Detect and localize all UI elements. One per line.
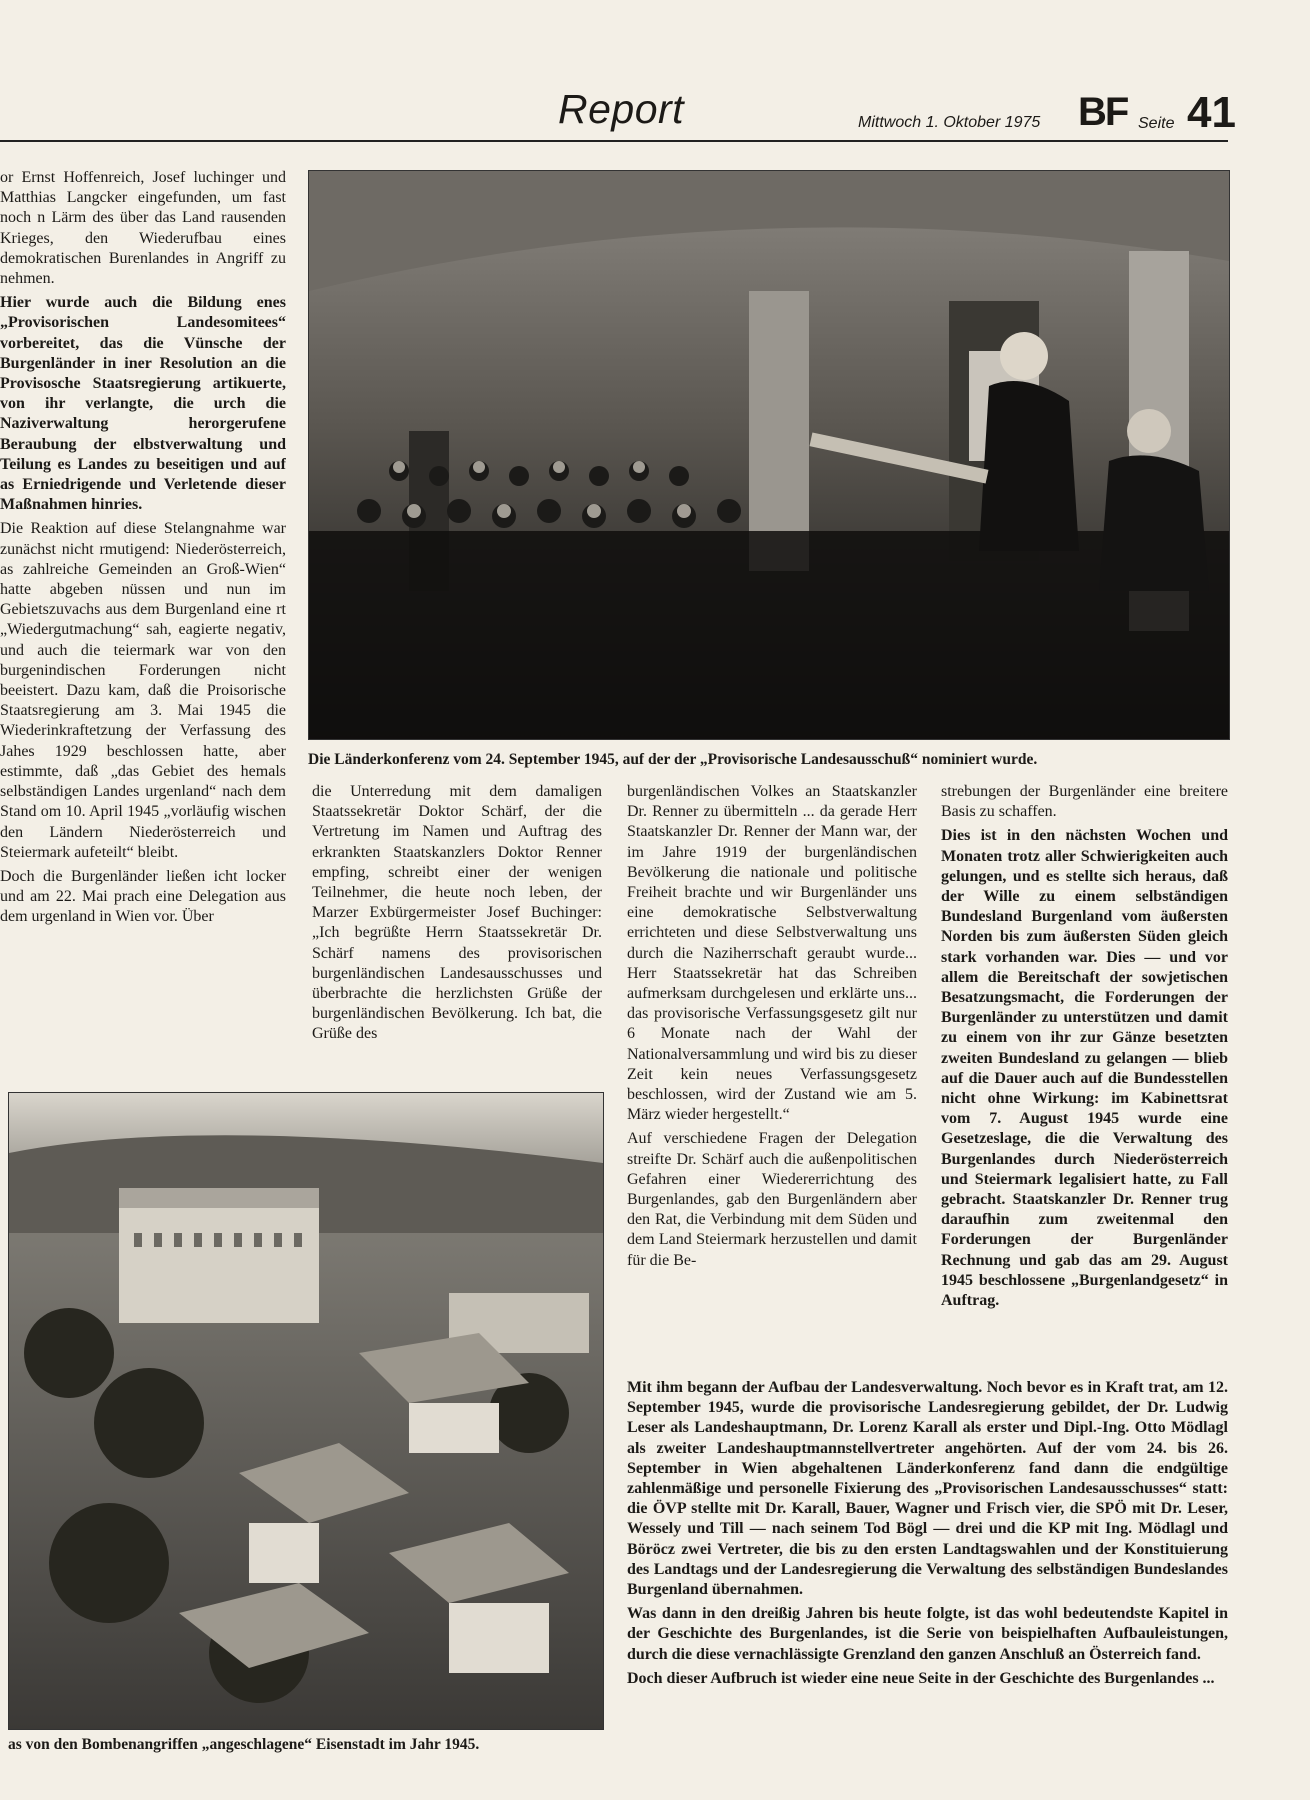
- publication-logo: BF: [1078, 90, 1128, 134]
- conference-photo: [308, 170, 1230, 740]
- article-column-5: [627, 1378, 1228, 1746]
- paragraph: Hier wurde auch die Bildung enes „Provisorischen Landesomitees“ vorbereitet, das die Vünsche der Burgenländer in iner Resolution an die Provisosche Staatsregierung artikuerte, von ihr verlangte, die urch die Naziverwaltung herorgerufene Beraubung der elbstverwaltung und Teilung es Landes zu beseitigen und auf as Erniedrigende und Verletende dieser Maßnahmen hinries.: [0, 294, 286, 514]
- article-column-3: [627, 782, 917, 1367]
- eisenstadt-image: [9, 1093, 603, 1729]
- top-photo-caption: Die Länderkonferenz vom 24. September 1945, auf der der „Provisorische Landesausschuß“ nominiert wurde.: [308, 751, 1038, 768]
- paragraph: or Ernst Hoffenreich, Josef luchinger und Matthias Langcker eingefunden, um fast noch n Lärm des über das Land rausenden Krieges, den Wiederufbau eines demokratischen Burenlandes in Angriff zu nehmen.: [0, 169, 286, 288]
- paragraph: Dies ist in den nächsten Wochen und Monaten trotz aller Schwierigkeiten auch gelungen, und es stellte sich heraus, daß der Wille zu einem selbständigen Bundesland Burgenland vom äußersten Norden bis zum äußersten Süden gleich stark vorhanden war. Dies — und vor allem die Bereitschaft der sowjetischen Besatzungsmacht, die Forderungen der Burgenländer zu unterstützen und damit zu einem von ihr zur Gänze besetzten zweiten Bundesland zu gelangen — blieb auf die Dauer auch auf die Bundesstellen nicht ohne Wirkung: im Kabinettsrat vom 7. August 1945 wurde eine Gesetzeslage, die die Verwaltung des Burgenlandes durch Niederösterreich und Steiermark legalisiert hatte, zu Fall gebracht. Staatskanzler Dr. Renner trug daraufhin zum zweitenmal den Forderungen der Burgenländer Rechnung und gab das am 29. August 1945 beschlossene „Burgenlandgesetz“ in Auftrag.: [941, 827, 1228, 1310]
- paragraph: Die Reaktion auf diese Stelangnahme war zunächst nicht rmutigend: Niederösterreich, as zahlreiche Gemeinden an Groß-Wien“ hatte abgeben nüssen und nun im Gebietszuvachs aus dem Burgenland eine rt „Wiedergutmachung“ sah, eagierte negativ, und auch die teiermark war von den burgenindischen Forderungen nicht beeistert. Dazu kam, daß die Proisorische Staatsregierung am 3. Mai 1945 die Wiederinkraftetzung der Verfassung des Jahes 1929 beschlossen hatte, aber estimmte, daß „das Gebiet des hemals selbständigen Landes urgenland“ nach dem Stand om 10. April 1945 „vorläufig wischen den Ländern Niederösterreich und Steiermark aufeteilt“ bleibt.: [0, 520, 286, 861]
- section-title: Report: [558, 86, 685, 132]
- article-column-2: [312, 782, 602, 1078]
- paragraph: strebungen der Burgenländer eine breitere Basis zu schaffen.: [941, 783, 1228, 821]
- paragraph: Auf verschiedene Fragen der Delegation streifte Dr. Schärf auch die außenpolitischen Gefahren einer Wiedererrichtung des Burgenlandes, gab den Burgenländern aber den Rat, die Verbindung mit dem Süden und dem Land Steiermark herzustellen und damit für die Be-: [627, 1130, 917, 1269]
- paragraph: burgenländischen Volkes an Staatskanzler Dr. Renner zu übermitteln ... da gerade Herr Staatskanzler Dr. Renner der Mann war, der im Jahre 1919 der burgenländischen Bevölkerung die nationale und politische Freiheit brachte und wir Burgenländer uns eine demokratische Selbstverwaltung errichteten und diese Selbstverwaltung uns durch die Naziherrschaft geraubt wurde... Herr Staatssekretär hat das Schreiben aufmerksam durchgelesen und erklärte uns... das provisorische Verfassungsgesetz gilt nur 6 Monate nach der Wahl der Nationalversammlung und wird bis zu dieser Zeit kein neues Verfassungsgesetz beschlossen, wird der Zustand wie am 5. März wieder hergestellt.“: [627, 783, 917, 1124]
- issue-date: Mittwoch 1. Oktober 1975: [858, 114, 1041, 131]
- paragraph: Doch dieser Aufbruch ist wieder eine neue Seite in der Geschichte des Burgenlandes ...: [627, 1669, 1215, 1687]
- page-label: Seite: [1138, 115, 1175, 132]
- header-rule: [0, 140, 1228, 142]
- article-column-4: [941, 782, 1228, 1372]
- eisenstadt-photo: [8, 1092, 604, 1730]
- paragraph: Was dann in den dreißig Jahren bis heute folgte, ist das wohl bedeutendste Kapitel in der Geschichte des Burgenlandes, ist die Serie von beispielhaften Aufbauleistungen, durch die diese vernachlässigte Grenzland den ganzen Anschluß an Österreich fand.: [627, 1605, 1228, 1663]
- paragraph: Doch die Burgenländer ließen icht locker und am 22. Mai prach eine Delegation aus dem urgenland in Wien vor. Über: [0, 867, 286, 926]
- page-number: 41: [1187, 88, 1236, 137]
- article-column-1: [0, 168, 286, 1076]
- conference-image: [309, 171, 1229, 739]
- bottom-photo-caption: as von den Bombenangriffen „angeschlagene“ Eisenstadt im Jahr 1945.: [8, 1736, 480, 1753]
- paragraph: Mit ihm begann der Aufbau der Landesverwaltung. Noch bevor es in Kraft trat, am 12. September 1945, wurde die provisorische Landesregierung gebildet, der Dr. Ludwig Leser als Landeshauptmann, Dr. Lorenz Karall als erster und Dipl.-Ing. Otto Mödlagl als zweiter Landeshauptmannstellvertreter angehörten. Auf der vom 24. bis 26. September in Wien abgehaltenen Länderkonferenz fand dann die endgültige zahlenmäßige und personelle Fixierung des „Provisorischen Landesausschusses“ statt: die ÖVP stellte mit Dr. Karall, Bauer, Wagner und Frisch vier, die SPÖ mit Dr. Leser, Wessely und Till — nach seinem Tod Bögl — drei und die KP mit Ing. Mödlagl und Böröcz zwei Vertreter, die bis zu den ersten Landtagswahlen und der Konstituierung des Landtags und der Landesregierung die Verwaltung des selbständigen Bundeslandes Burgenland übernahmen.: [627, 1379, 1228, 1599]
- paragraph: die Unterredung mit dem damaligen Staatssekretär Doktor Schärf, der die Vertretung im Namen und Auftrag des erkrankten Staatskanzlers Doktor Renner empfing, schreibt einer der wenigen Teilnehmer, die heute noch leben, der Marzer Exbürgermeister Josef Buchinger: „Ich begrüßte Herrn Staatssekretär Dr. Schärf namens des provisorischen burgenländischen Landesausschusses und überbrachte die herzlichsten Grüße der burgenländischen Bevölkerung. Ich bat, die Grüße des: [312, 783, 602, 1043]
